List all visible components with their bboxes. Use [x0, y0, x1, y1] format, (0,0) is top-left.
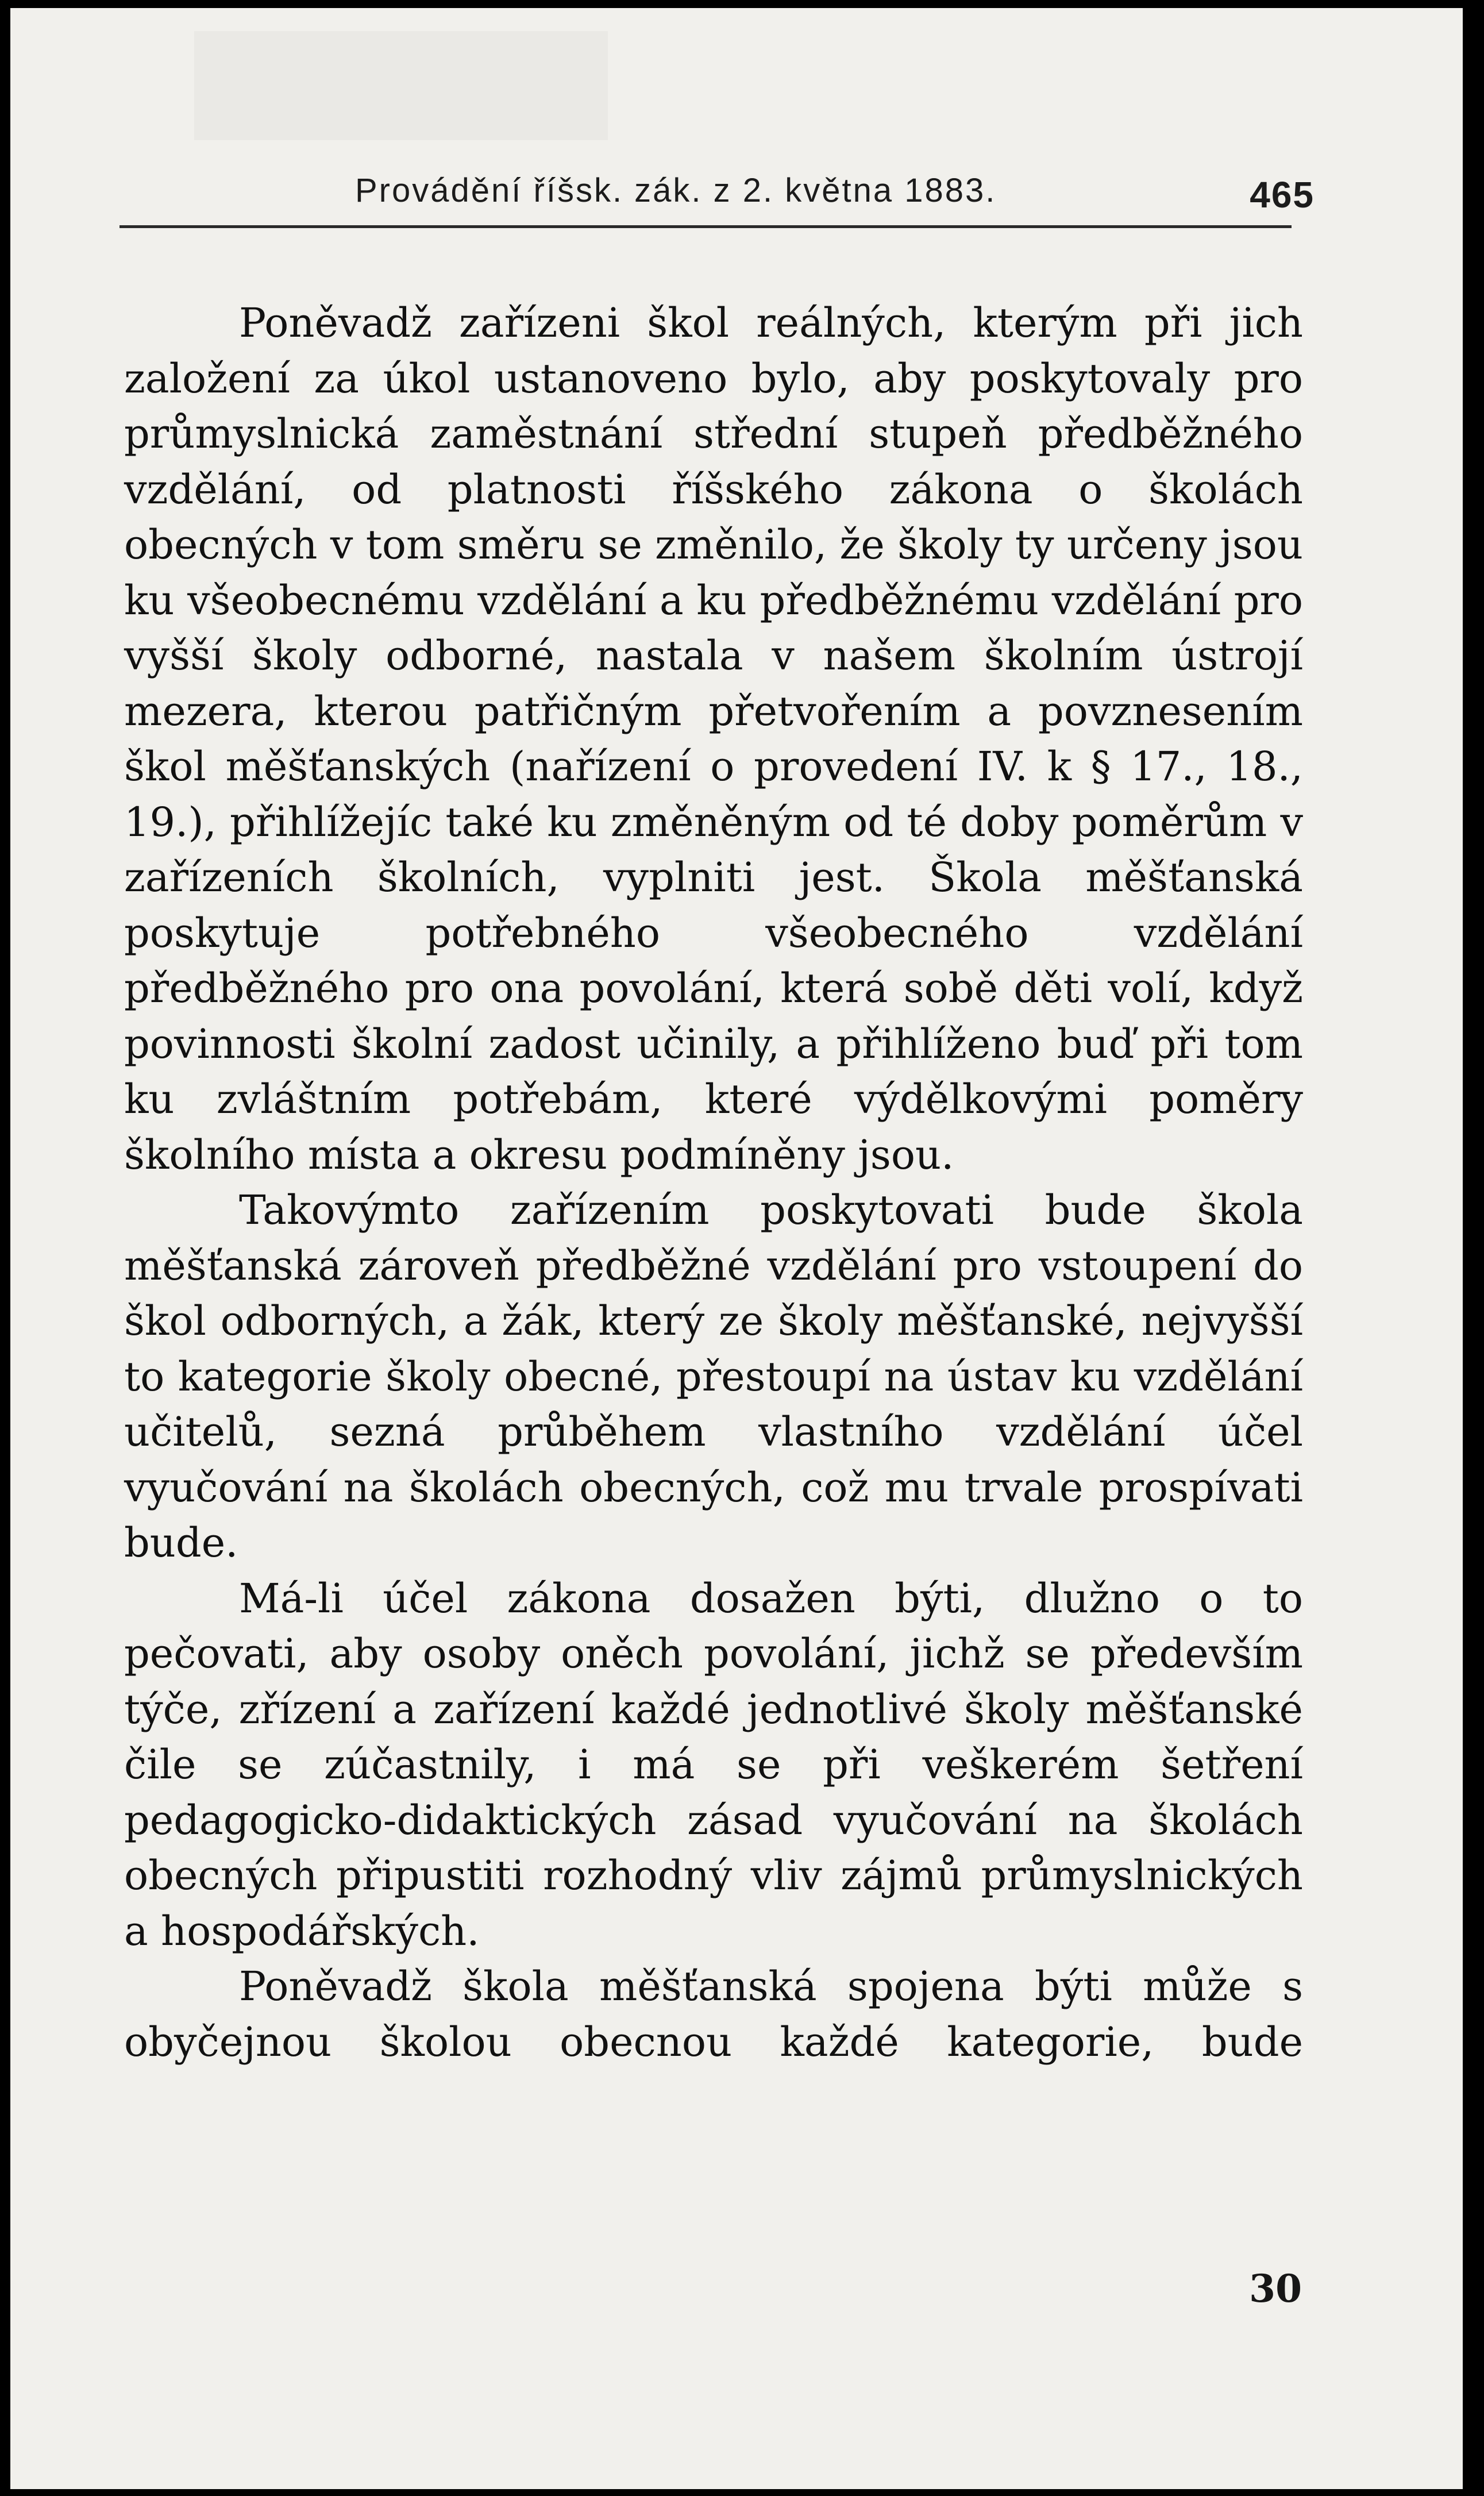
paragraph-text: Poněvadž škola měšťanská spojena býti může s obyčejnou školou obecnou každé kategorie, bude — [124, 1963, 1303, 2066]
book-page — [10, 8, 1463, 2489]
signature-mark: 30 — [1249, 2266, 1302, 2311]
paragraph-text: Poněvadž zařízeni škol reálných, kterým při jich založení za úkol ustanoveno bylo, aby poskytovaly pro průmyslnická zaměstnání střední stupeň předběžného vzdělání, od platnosti říšského zákona o školách obecných v tom směru se změnilo, že školy ty určeny jsou ku všeobecnému vzdělání a ku předběžnému vzdělání pro vyšší školy odborné, nastala v našem školním ústrojí mezera, kterou patřičným přetvořením a povznesením škol měšťanských (nařízení o provedení IV. k § 17., 18., 19.), přihlížejíc také ku změněným od té doby poměrům v zařízeních školních, vyplniti jest. Škola měšťanská poskytuje potřebného všeobecného vzdělání předběžného pro ona povolání, která sobě děti volí, když povinnosti školní zadost učinily, a přihlíženo buď při tom ku zvláštním potřebám, které výdělkovými poměry školního místa a okresu podmíněny jsou. — [124, 299, 1303, 1178]
paragraph — [124, 1182, 1303, 1571]
page-number: 465 — [1250, 174, 1315, 215]
paragraph — [124, 1959, 1303, 2070]
header-rule — [120, 225, 1292, 228]
running-head: Provádění říšsk. zák. z 2. května 1883. — [355, 172, 997, 209]
paragraph-text: Takovýmto zařízením poskytovati bude škola měšťanská zároveň předběžné vzdělání pro vstoupení do škol odborných, a žák, který ze školy měšťanské, nejvyšší to kategorie školy obecné, přestoupí na ústav ku vzdělání učitelů, sezná průběhem vlastního vzdělání účel vyučování na školách obecných, což mu trvale prospívati bude. — [124, 1187, 1303, 1566]
paragraph — [124, 295, 1303, 1182]
paragraph — [124, 1571, 1303, 1959]
paragraph-text: Má-li účel zákona dosažen býti, dlužno o to pečovati, aby osoby oněch povolání, jichž se především týče, zřízení a zařízení každé jednotlivé školy měšťanské čile se zúčastnily, i má se při veškerém šetření pedagogicko-didaktických zásad vyučování na školách obecných připustiti rozhodný vliv zájmů průmyslnických a hospodářských. — [124, 1574, 1303, 1955]
scan-shadow — [194, 31, 608, 140]
page-header — [344, 167, 1315, 218]
body-text — [124, 295, 1303, 2070]
